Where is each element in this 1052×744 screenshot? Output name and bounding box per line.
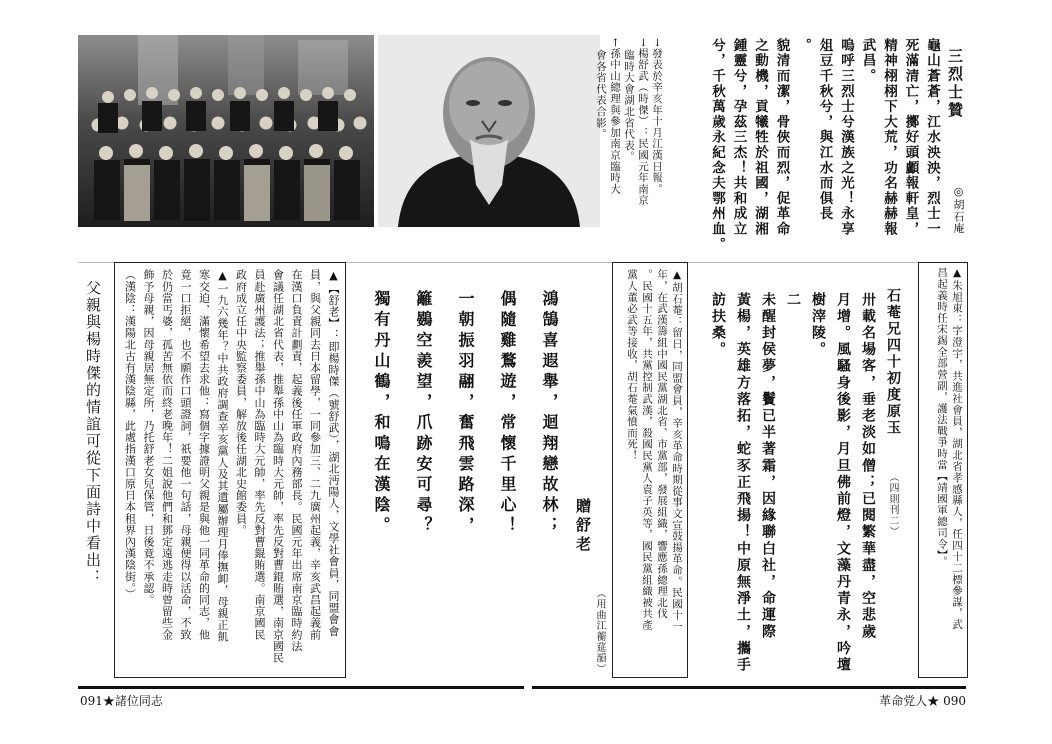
san-lie-title: 三烈士贊 <box>946 48 964 120</box>
footer-right: 革命党人★ 090 <box>879 694 966 708</box>
zhu-note: ▲朱旭東：字澄宇，共進社會員，湖北省孝感縣人，任四十二標參謀，武 昌起義時任宋錫全部營副，護法戰爭時當【靖國軍總司令】。 <box>936 267 963 631</box>
portrait-photo <box>378 35 600 227</box>
shu-note: ▲【舒老】：即楊時傑（號舒武），湖北沔陽人，文學社會員，同盟會會 員，與父親同去日本留學，一同參加三、二九廣州起義，辛亥武昌起義前 在漢口負責計劃責，起義後任軍政府內務部長。民國元年出席南京臨時約法 會議任湖北省代表，推舉孫中山為臨時大元帥，率先反對曹錕賄選，南京國民 員赴廣州護法；推舉孫中山為臨時大元帥，率先反對曹錕賄選。南京國民 政府成立任中央監察委員，解放後任湖北史館委員。 ▲一九六幾年？中共政府調查辛亥黨人及其遺屬辦理月俸撫卹，母親正飢 寒交迫，滿懷希望去求他：寫個字據證明父親是與他一同革命的同志，他 竟一口拒絕，也不願作口頭證詞，祇要他一句話，母親便得以活命，不致 於仍當丐婆，孤苦無依而終老晚年！二姐說他們和鄧定遠逃走時曾留些金 飾予母親，因母親居無定所，乃托舒老女兒保管，日後竟不承認。 （漢陰：漢陽北古有漢陰縣，此處指漢口原日本租界內漢陰街。） <box>123 269 340 664</box>
hu-note-box <box>612 262 688 678</box>
poem-subtitle: （用曲江蘅莚韻） <box>594 588 605 675</box>
shu-note-box <box>114 262 346 678</box>
shu-poem: 鴻鵠喜遐舉，迴翔戀故林； 偶隨雞鶩遊，常懷千里心！ 一朝振羽翮，奮飛雲路深， 籬鷃空羨望，爪跡安可尋？ 獨有丹山鶴，和鳴在漢陰。 <box>372 290 559 538</box>
group-photo <box>78 35 374 227</box>
left-heading: 父親與楊時傑的情誼可從下面詩中看出： <box>84 280 102 586</box>
shi-sub: （四則刊二） <box>887 472 898 537</box>
san-lie-author: ◎胡石庵 <box>952 185 965 235</box>
photo-caption: →發表於辛亥年十月江漢日報。 →楊舒武（時傑）：民國元年南京 臨時大會湖北省代表。 ←孫中山總理與參加南京臨時大 會各省代表合影。 <box>595 38 663 206</box>
zhu-note-box <box>918 262 968 678</box>
portrait-art <box>378 35 600 227</box>
footer-rule-right <box>532 686 966 689</box>
poem-title: 贈舒老 <box>574 498 592 555</box>
footer-left: 091★諸位同志 <box>80 694 163 708</box>
shi-poem: 卅載名場客，垂老淡如僧；已閱繁華盡，空悲歲 月增。風騷身後影，月旦佛前燈，文藻丹青永，吟壇 樹滓陵。 二 未醒封侯夢，鬢已半著霜，因緣聯白社，命運際 黃楊，英雄方落拓，蛇豕正飛揚！中原無淨土，攜手 訪扶桑。 <box>710 292 876 674</box>
footer-rule-left <box>78 686 524 689</box>
shi-title: 石菴兄四十初度原玉 <box>885 288 901 437</box>
hu-note: ▲胡石菴：留日，同盟會員，辛亥革命時期從事文宣鼓揚革命。民國十一 年，在武漢籌組中國民黨湖北省、市黨部，發展組織，響應孫總理北伐 。民國十五年，共黨控制武漢，殺國民黨人袁子英等，國民黨組織被共產 黨人董必武等接收，胡石菴氣憤而死！ <box>626 269 683 633</box>
san-lie-poem: 龜山蒼蒼，江水泱泱，烈士一 死滿清亡，擲好頭顱報軒皇， 精神栩栩下大荒，功名赫赫報 武昌。 嗚呼三烈士兮漢族之光！永享 俎豆千秋兮，與江水而俱長 。 貌清而潔，骨俠而烈，促革命 之動機，貢犧牲於祖國，湖湘 鍾靈兮，孕茲三杰！共和成立 兮，千秋萬歲永紀念夫鄂州血。 <box>709 38 940 253</box>
group-photo-art <box>78 35 374 227</box>
